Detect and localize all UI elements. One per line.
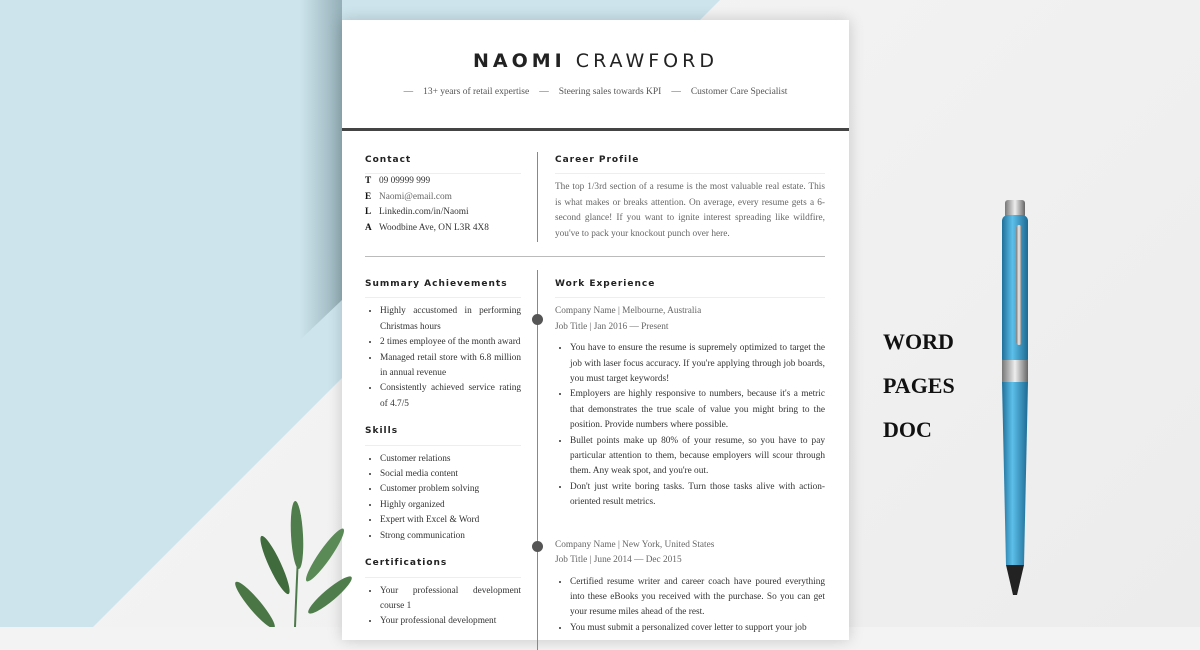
pen-illustration bbox=[990, 195, 1040, 605]
list-item: • Consistently achieved service rating of 4.7/5 bbox=[380, 381, 521, 412]
job-title: Job Title | June 2014 — Dec 2015 bbox=[555, 555, 682, 566]
achievements-section bbox=[365, 277, 521, 630]
taglines: — 13+ years of retail expertise — Steering sales towards KPI — Customer Care Specialist bbox=[403, 87, 788, 97]
format-doc: DOC bbox=[883, 417, 932, 442]
profile-text: The top 1/3rd section of a resume is the most valuable real estate. This is what makes or breaks attention. On average, every resume gets a 6-second glance! If you want to ignite interest spreading like wildfire, you've to pack your knockout punch over here. bbox=[555, 182, 825, 239]
list-item: • Customer problem solving bbox=[380, 482, 521, 497]
list-item: • Managed retail store with 6.8 million in annual revenue bbox=[380, 351, 521, 382]
profile-section bbox=[555, 153, 825, 242]
list-item: • 2 times employee of the month award bbox=[380, 335, 521, 350]
format-word: WORD bbox=[883, 329, 954, 354]
contact-address: A Woodbine Ave, ON L3R 4X8 bbox=[365, 222, 489, 233]
list-item: • Highly organized bbox=[380, 498, 521, 513]
list-item: • Bullet points make up 80% of your resume, so you have to pay particular attention to them, because employers will scour through them. Any weak spot, and you're out. bbox=[570, 434, 825, 480]
list-item: • Your professional development bbox=[380, 614, 521, 629]
divider-vertical bbox=[537, 152, 538, 242]
list-item: • You have to ensure the resume is supremely optimized to target the job with laser focus accuracy. If you're applying through job boards, you must target keywords! bbox=[570, 341, 825, 387]
contact-email: E Naomi@email.com bbox=[365, 191, 452, 202]
leaf-branch-illustration bbox=[225, 495, 365, 627]
section-divider bbox=[365, 256, 825, 257]
list-item: • Highly accustomed in performing Christmas hours bbox=[380, 304, 521, 335]
contact-section bbox=[365, 153, 521, 236]
job-company: Company Name | Melbourne, Australia bbox=[555, 306, 702, 317]
profile-heading: Career Profile bbox=[555, 153, 825, 174]
achievements-heading: Summary Achievements bbox=[365, 277, 521, 298]
timeline-dot bbox=[532, 314, 543, 325]
timeline-dot bbox=[532, 541, 543, 552]
list-item: • Don't just write boring tasks. Turn those tasks alive with action-oriented result metrics. bbox=[570, 480, 825, 511]
contact-phone: T 09 09999 999 bbox=[365, 176, 431, 187]
certifications-heading: Certifications bbox=[365, 556, 521, 577]
job-title: Job Title | Jan 2016 — Present bbox=[555, 321, 669, 332]
list-item: • Expert with Excel & Word bbox=[380, 513, 521, 528]
skills-heading: Skills bbox=[365, 424, 521, 445]
work-section bbox=[555, 277, 825, 636]
job-company: Company Name | New York, United States bbox=[555, 539, 715, 550]
list-item: • Customer relations bbox=[380, 452, 521, 467]
list-item: • Strong communication bbox=[380, 529, 521, 544]
format-pages: PAGES bbox=[883, 373, 955, 398]
contact-heading: Contact bbox=[365, 153, 521, 174]
list-item: • Social media content bbox=[380, 467, 521, 482]
contact-linkedin: L Linkedin.com/in/Naomi bbox=[365, 207, 469, 218]
list-item: • Employers are highly responsive to numbers, because it's a metric that demonstrates the true scale of value you might bring to the position. Provide numbers where possible. bbox=[570, 387, 825, 433]
list-item: • Your professional development course 1 bbox=[380, 584, 521, 615]
resume-name: NAOMI CRAWFORD bbox=[473, 50, 718, 72]
header-rule bbox=[342, 128, 849, 131]
file-formats bbox=[883, 320, 955, 452]
work-heading: Work Experience bbox=[555, 277, 825, 298]
list-item: • You must submit a personalized cover letter to support your job bbox=[570, 621, 825, 636]
list-item: • Certified resume writer and career coach have poured everything into these eBooks you received with the purchase. So you can get your resume miles ahead of the rest. bbox=[570, 575, 825, 621]
timeline-line bbox=[537, 270, 538, 650]
resume-page bbox=[342, 20, 849, 640]
